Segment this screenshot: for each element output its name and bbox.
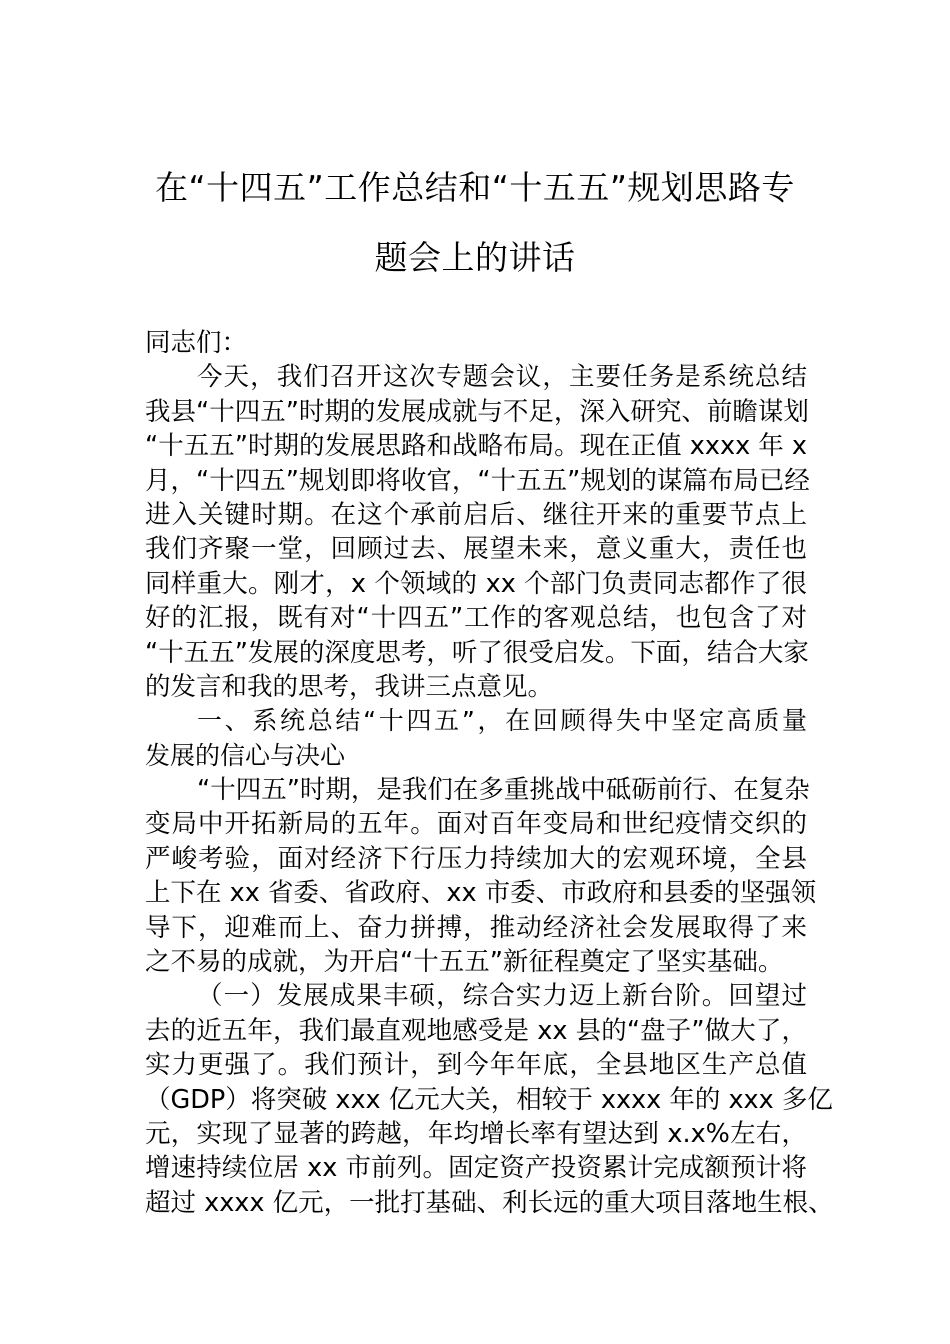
- paragraph-line: （GDP）将突破 xxx 亿元大关，相较于 xxxx 年的 xxx 多亿: [145, 1084, 833, 1115]
- section-heading-line: 发展的信心与决心: [145, 740, 346, 770]
- document-body: [145, 326, 834, 1220]
- body-lines: [145, 360, 834, 1220]
- document-title-line-2: 题会上的讲话: [374, 238, 576, 277]
- paragraph-line: 月，“十四五”规划即将收官，“十五五”规划的谋篇布局已经: [145, 465, 810, 496]
- paragraph-line: “十四五”时期，是我们在多重挑战中砥砺前行、在复杂: [197, 775, 810, 806]
- paragraph-line: 之不易的成就，为开启“十五五”新征程奠定了坚实基础。: [145, 947, 784, 978]
- paragraph-line: 严峻考验，面对经济下行压力持续加大的宏观环境，全县: [145, 843, 807, 874]
- paragraph-line: 去的近五年，我们最直观地感受是 xx 县的“盘子”做大了，: [145, 1015, 807, 1046]
- paragraph-line: （一）发展成果丰硕，综合实力迈上新台阶。回望过: [197, 981, 807, 1012]
- paragraph-line: 的发言和我的思考，我讲三点意见。: [145, 671, 554, 702]
- paragraph-line: 今天，我们召开这次专题会议，主要任务是系统总结: [197, 362, 807, 393]
- paragraph-line: 上下在 xx 省委、省政府、xx 市委、市政府和县委的坚强领: [145, 878, 817, 909]
- paragraph-line: 我们齐聚一堂，回顾过去、展望未来，意义重大，责任也: [145, 534, 807, 565]
- paragraph-line: 元，实现了显著的跨越，年均增长率有望达到 x.x%左右，: [145, 1118, 807, 1149]
- paragraph-line: 变局中开拓新局的五年。面对百年变局和世纪疫情交织的: [145, 809, 807, 840]
- paragraph-line: 同样重大。刚才，x 个领域的 xx 个部门负责同志都作了很: [145, 568, 807, 599]
- paragraph-line: 导下，迎难而上、奋力拼搏，推动经济社会发展取得了来: [145, 912, 807, 943]
- paragraph-line: 我县“十四五”时期的发展成就与不足，深入研究、前瞻谋划: [145, 396, 809, 427]
- paragraph-line: 好的汇报，既有对“十四五”工作的客观总结，也包含了对: [145, 603, 807, 634]
- document-title-line-1: 在“十四五”工作总结和“十五五”规划思路专: [155, 168, 795, 207]
- paragraph-line: 增速持续位居 xx 市前列。固定资产投资累计完成额预计将: [145, 1153, 807, 1184]
- salutation: 同志们：: [145, 328, 248, 358]
- section-heading-line: 一、系统总结“十四五”，在回顾得失中坚定高质量: [197, 706, 807, 736]
- paragraph-line: “十五五”时期的发展思路和战略布局。现在正值 xxxx 年 x: [145, 431, 807, 462]
- paragraph-line: 实力更强了。我们预计，到今年年底，全县地区生产总值: [145, 1050, 807, 1081]
- paragraph-line: 超过 xxxx 亿元，一批打基础、利长远的重大项目落地生根、: [145, 1187, 834, 1218]
- paragraph-line: “十五五”发展的深度思考，听了很受启发。下面，结合大家: [145, 637, 809, 668]
- paragraph-line: 进入关键时期。在这个承前启后、继往开来的重要节点上: [145, 499, 807, 530]
